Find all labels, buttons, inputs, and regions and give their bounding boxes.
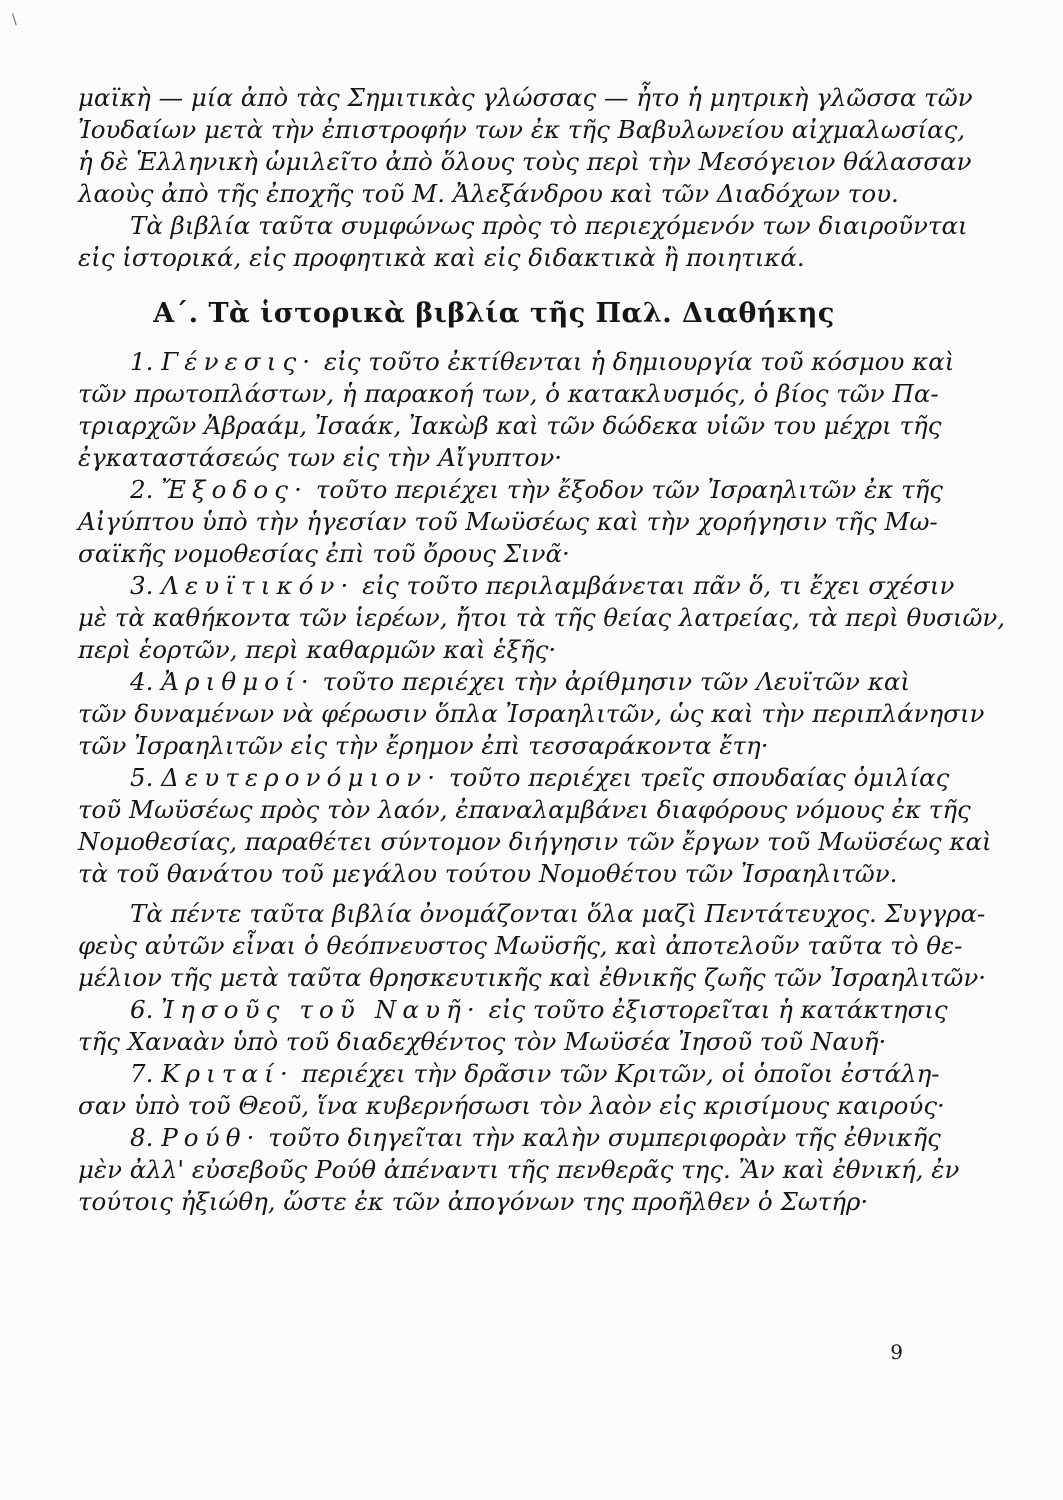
entry-title: Δευτερονόμιον· bbox=[161, 763, 442, 792]
entry-number: 4. bbox=[130, 667, 154, 696]
text-line: Τὰ βιβλία ταῦτα συμφώνως πρὸς τὸ περιεχόμενόν των διαιροῦνται bbox=[130, 211, 968, 240]
text-line: εἰς ἱστορικά, εἰς προφητικὰ καὶ εἰς διδακτικὰ ἢ ποιητικά. bbox=[78, 243, 805, 272]
text-line: σαν ὑπὸ τοῦ Θεοῦ, ἵνα κυβερνήσωσι τὸν λαὸν εἰς κρισίμους καιρούς· bbox=[78, 1091, 945, 1120]
text-line: 5. Δευτερονόμιον· τοῦτο περιέχει τρεῖς σπουδαίας ὁμιλίας bbox=[130, 763, 950, 792]
text-line: τούτοις ἠξιώθη, ὥστε ἐκ τῶν ἀπογόνων της προῆλθεν ὁ Σωτήρ· bbox=[78, 1187, 869, 1216]
text-line: 1. Γένεσις· εἰς τοῦτο ἐκτίθενται ἡ δημιουργία τοῦ κόσμου καὶ bbox=[130, 347, 955, 376]
entry-numbers bbox=[78, 666, 985, 762]
text-line: σαϊκῆς νομοθεσίας ἐπὶ τοῦ ὄρους Σινᾶ· bbox=[78, 539, 570, 568]
entry-title: Ρούθ· bbox=[161, 1123, 261, 1152]
text-line: μέλιον τῆς μετὰ ταῦτα θρησκευτικῆς καὶ ἐθνικῆς ζωῆς τῶν Ἰσραηλιτῶν· bbox=[78, 963, 987, 992]
intro-paragraph bbox=[78, 82, 973, 274]
corner-mark: \ bbox=[12, 12, 17, 28]
entry-number: 7. bbox=[130, 1059, 154, 1088]
text-line: 7. Κριταί· περιέχει τὴν δρᾶσιν τῶν Κριτῶν, οἱ ὁποῖοι ἐστάλη- bbox=[130, 1059, 940, 1088]
entry-title: Κριταί· bbox=[161, 1059, 294, 1088]
entry-joshua bbox=[78, 994, 948, 1058]
entry-number: 6. bbox=[130, 995, 154, 1024]
entry-number: 3. bbox=[130, 571, 154, 600]
entry-number: 5. bbox=[130, 763, 154, 792]
page-number: 9 bbox=[890, 1340, 903, 1364]
text-line: Νομοθεσίας, παραθέτει σύντομον διήγησιν τῶν ἔργων τοῦ Μωϋσέως καὶ bbox=[78, 827, 992, 856]
text-line: φεὺς αὐτῶν εἶναι ὁ θεόπνευστος Μωϋσῆς, καὶ ἀποτελοῦν ταῦτα τὸ θε- bbox=[78, 931, 963, 960]
text-line: 4. Ἀριθμοί· τοῦτο περιέχει τὴν ἀρίθμησιν τῶν Λευϊτῶν καὶ bbox=[130, 667, 911, 696]
text-line: μὲν ἀλλ' εὐσεβοῦς Ρούθ ἀπέναντι τῆς πενθερᾶς της. Ἂν καὶ ἐθνική, ἐν bbox=[78, 1155, 960, 1184]
entry-exodus bbox=[78, 474, 944, 570]
text-line: τῆς Χαναὰν ὑπὸ τοῦ διαδεχθέντος τὸν Μωϋσέα Ἰησοῦ τοῦ Ναυῆ· bbox=[78, 1027, 887, 1056]
text-line: λαοὺς ἀπὸ τῆς ἐποχῆς τοῦ Μ. Ἀλεξάνδρου καὶ τῶν Διαδόχων του. bbox=[78, 179, 899, 208]
entry-number: 1. bbox=[130, 347, 154, 376]
entry-title: Λευϊτικόν· bbox=[161, 571, 355, 600]
page-body bbox=[78, 82, 1006, 1218]
entry-number: 2. bbox=[130, 475, 154, 504]
entry-title: Ἰησοῦς τοῦ Ναυῆ· bbox=[161, 995, 481, 1024]
text-line: τριαρχῶν Ἀβραάμ, Ἰσαάκ, Ἰακὼβ καὶ τῶν δώδεκα υἱῶν του μέχρι τῆς bbox=[78, 411, 942, 440]
text-line: τῶν Ἰσραηλιτῶν εἰς τὴν ἔρημον ἐπὶ τεσσαράκοντα ἔτη· bbox=[78, 731, 769, 760]
text-line: ἐγκαταστάσεώς των εἰς τὴν Αἴγυπτον· bbox=[78, 443, 562, 472]
text-line: 3. Λευϊτικόν· εἰς τοῦτο περιλαμβάνεται πᾶν ὅ, τι ἔχει σχέσιν bbox=[130, 571, 955, 600]
text-line: ἡ δὲ Ἑλληνικὴ ὡμιλεῖτο ἀπὸ ὅλους τοὺς περὶ τὴν Μεσόγειον θάλασσαν bbox=[78, 147, 972, 176]
entry-title: Γένεσις· bbox=[161, 347, 317, 376]
entry-judges bbox=[78, 1058, 945, 1122]
entry-leviticus bbox=[78, 570, 1006, 666]
entry-title: Ἀριθμοί· bbox=[161, 667, 315, 696]
text-line: μαϊκὴ — μία ἀπὸ τὰς Σημιτικὰς γλώσσας — ἦτο ἡ μητρικὴ γλῶσσα τῶν bbox=[78, 83, 973, 112]
text-line: περὶ ἑορτῶν, περὶ καθαρμῶν καὶ ἑξῆς· bbox=[78, 635, 557, 664]
text-line: τῶν πρωτοπλάστων, ἡ παρακοή των, ὁ κατακλυσμός, ὁ βίος τῶν Πα- bbox=[78, 379, 939, 408]
text-line: μὲ τὰ καθήκοντα τῶν ἱερέων, ἤτοι τὰ τῆς θείας λατρείας, τὰ περὶ θυσιῶν, bbox=[78, 603, 1006, 632]
entry-title: Ἔξοδος· bbox=[161, 475, 309, 504]
text-line: Τὰ πέντε ταῦτα βιβλία ὀνομάζονται ὅλα μαζὶ Πεντάτευχος. Συγγρα- bbox=[130, 899, 986, 928]
pentateuch-paragraph bbox=[78, 898, 987, 994]
entry-deuteronomy bbox=[78, 762, 992, 890]
text-line: Ἰουδαίων μετὰ τὴν ἐπιστροφήν των ἐκ τῆς Βαβυλωνείου αἰχμαλωσίας, bbox=[78, 115, 966, 144]
entry-genesis bbox=[78, 346, 955, 474]
text-line: τὰ τοῦ θανάτου τοῦ μεγάλου τούτου Νομοθέτου τῶν Ἰσραηλιτῶν. bbox=[78, 859, 898, 888]
text-line: τῶν δυναμένων νὰ φέρωσιν ὅπλα Ἰσραηλιτῶν, ὡς καὶ τὴν περιπλάνησιν bbox=[78, 699, 985, 728]
text-line: 2. Ἔξοδος· τοῦτο περιέχει τὴν ἔξοδον τῶν Ἰσραηλιτῶν ἐκ τῆς bbox=[130, 475, 944, 504]
text-line: Αἰγύπτου ὑπὸ τὴν ἡγεσίαν τοῦ Μωϋσέως καὶ τὴν χορήγησιν τῆς Μω- bbox=[78, 507, 938, 536]
text-line: 8. Ρούθ· τοῦτο διηγεῖται τὴν καλὴν συμπεριφορὰν τῆς ἐθνικῆς bbox=[130, 1123, 941, 1152]
text-line: τοῦ Μωϋσέως πρὸς τὸν λαόν, ἐπαναλαμβάνει διαφόρους νόμους ἐκ τῆς bbox=[78, 795, 971, 824]
section-heading: Α΄. Τὰ ἱστορικὰ βιβλία τῆς Παλ. Διαθήκης bbox=[153, 298, 835, 329]
entry-ruth bbox=[78, 1122, 960, 1218]
text-line: 6. Ἰησοῦς τοῦ Ναυῆ· εἰς τοῦτο ἐξιστορεῖται ἡ κατάκτησις bbox=[130, 995, 948, 1024]
entry-number: 8. bbox=[130, 1123, 154, 1152]
